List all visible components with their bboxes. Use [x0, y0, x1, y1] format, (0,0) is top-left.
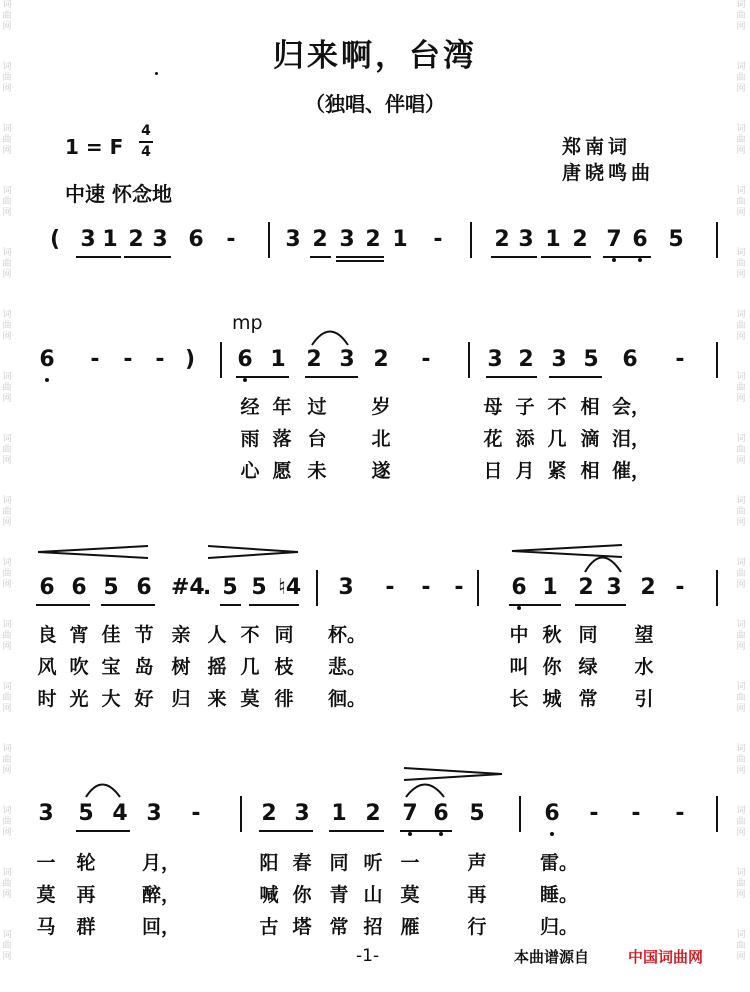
note: 3 — [606, 575, 622, 600]
watermark-glyph: 词 — [2, 682, 12, 692]
note: - — [433, 227, 443, 252]
lyric-syllable: 听 — [363, 852, 383, 874]
watermark-glyph: 网 — [736, 828, 746, 838]
watermark-glyph: 词 — [2, 868, 12, 878]
note: 5 — [103, 575, 119, 600]
note: 1 — [542, 575, 558, 600]
watermark-glyph: 词 — [2, 186, 12, 196]
note: 3 — [551, 347, 567, 372]
lyric-syllable: 莫 — [400, 884, 420, 906]
source-label: 本曲谱源自 — [514, 948, 590, 966]
key-signature: 1 = F — [65, 135, 124, 159]
note: 7 — [402, 801, 418, 826]
watermark-glyph: 曲 — [2, 569, 12, 579]
note: 1 — [331, 801, 347, 826]
slur — [312, 332, 348, 346]
lyric-syllable: 雷。 — [540, 852, 579, 874]
watermark-glyph: 网 — [736, 456, 746, 466]
note: 6 — [632, 227, 648, 252]
watermark-glyph: 曲 — [2, 755, 12, 765]
lyric-syllable: 摇 — [207, 656, 227, 678]
watermark-glyph: 网 — [736, 952, 746, 962]
lyric-syllable: 几 — [547, 428, 567, 450]
lyric-syllable: 母 — [483, 396, 503, 418]
source-site-link[interactable]: 中国词曲网 — [628, 948, 704, 966]
watermark-glyph: 网 — [736, 394, 746, 404]
note: 5 — [222, 575, 238, 600]
watermark-glyph: 网 — [736, 84, 746, 94]
lyric-syllable: 好 — [134, 688, 154, 710]
slur — [585, 558, 621, 573]
lyric-syllable: 归 — [171, 688, 191, 710]
lyric-syllable: 风 — [37, 656, 57, 678]
note: 6 — [511, 575, 527, 600]
watermark-glyph: 词 — [736, 248, 746, 258]
lyric-syllable: 大 — [101, 688, 121, 710]
watermark-glyph: 曲 — [2, 259, 12, 269]
watermark-glyph: 网 — [2, 146, 12, 156]
lyric-syllable: 月 — [515, 460, 535, 482]
watermark-glyph: 曲 — [2, 817, 12, 827]
watermark-glyph: 曲 — [736, 507, 746, 517]
lyric-syllable: 绿 — [578, 656, 598, 678]
note: 2 — [312, 227, 328, 252]
lyricist-credit: 郑南词 — [562, 136, 632, 158]
watermark-glyph: 网 — [2, 270, 12, 280]
note: #4 — [171, 575, 205, 600]
watermark-glyph: 网 — [736, 208, 746, 218]
note: - — [123, 347, 133, 372]
lyric-syllable: 莫 — [36, 884, 56, 906]
watermark-glyph: 网 — [2, 704, 12, 714]
note: - — [589, 801, 599, 826]
lyric-syllable: 良 — [37, 624, 57, 646]
watermark-glyph: 词 — [736, 434, 746, 444]
watermark-glyph: 词 — [736, 62, 746, 72]
note: 5 — [583, 347, 599, 372]
lyric-syllable: 宝 — [101, 656, 121, 678]
note: - — [155, 347, 165, 372]
note: 6 — [136, 575, 152, 600]
watermark-glyph: 网 — [2, 642, 12, 652]
watermark-glyph: 网 — [736, 518, 746, 528]
watermark-glyph: 曲 — [2, 73, 12, 83]
lyric-syllable: 中 — [509, 624, 529, 646]
watermark-glyph: 网 — [2, 208, 12, 218]
lyric-syllable: 心 — [240, 460, 260, 482]
lyric-syllable: 山 — [363, 884, 383, 906]
watermark-glyph: 曲 — [736, 259, 746, 269]
note: 6 — [71, 575, 87, 600]
lyric-syllable: 一 — [36, 852, 56, 874]
watermark-glyph: 网 — [736, 22, 746, 32]
watermark-glyph: 词 — [736, 930, 746, 940]
lyric-syllable: 叫 — [509, 656, 529, 678]
watermark-glyph: 网 — [736, 766, 746, 776]
note: 6 — [39, 575, 55, 600]
lyric-syllable: 添 — [515, 428, 535, 450]
note: 3 — [294, 801, 310, 826]
note: 3 — [80, 227, 96, 252]
watermark-glyph: 词 — [736, 124, 746, 134]
lyric-syllable: 悲。 — [328, 656, 367, 678]
watermark-glyph: 词 — [736, 744, 746, 754]
watermark-glyph: 网 — [2, 518, 12, 528]
lyric-syllable: 秋 — [542, 624, 562, 646]
lyric-syllable: 北 — [371, 428, 391, 450]
note: 3 — [339, 347, 355, 372]
lyric-syllable: 花 — [483, 428, 503, 450]
watermark-glyph: 曲 — [736, 383, 746, 393]
lyric-syllable: 过 — [307, 396, 327, 418]
tempo-marking: 中速 怀念地 — [65, 182, 172, 206]
lyric-syllable: 望 — [634, 624, 654, 646]
watermark-glyph: 网 — [2, 890, 12, 900]
lyric-syllable: 城 — [542, 688, 562, 710]
lyric-syllable: 佳 — [101, 624, 121, 646]
lyric-syllable: 子 — [515, 396, 535, 418]
watermark-glyph: 曲 — [2, 11, 12, 21]
note: 5 — [251, 575, 267, 600]
note: 3 — [487, 347, 503, 372]
watermark-glyph: 词 — [2, 0, 12, 10]
note: 1 — [545, 227, 561, 252]
watermark-glyph: 词 — [736, 0, 746, 10]
watermark-glyph: 曲 — [736, 73, 746, 83]
watermark-glyph: 曲 — [736, 817, 746, 827]
lyric-syllable: 相 — [580, 460, 600, 482]
watermark-glyph: 词 — [736, 620, 746, 630]
note: 2 — [494, 227, 510, 252]
note: 2 — [373, 347, 389, 372]
watermark-glyph: 曲 — [2, 941, 12, 951]
lyric-syllable: 徘 — [274, 688, 294, 710]
watermark-glyph: 词 — [2, 744, 12, 754]
decrescendo-hairpin — [208, 546, 298, 558]
note: . — [202, 575, 212, 600]
lyric-syllable: 回， — [142, 916, 181, 938]
watermark-glyph: 词 — [736, 186, 746, 196]
note: 2 — [365, 801, 381, 826]
lyric-syllable: 长 — [509, 688, 529, 710]
watermark-glyph: 曲 — [736, 693, 746, 703]
lyric-syllable: 引 — [634, 688, 654, 710]
note: 7 — [606, 227, 622, 252]
lyric-syllable: 节 — [134, 624, 154, 646]
lyric-syllable: 你 — [292, 884, 312, 906]
lyric-syllable: 再 — [467, 884, 487, 906]
watermark-glyph: 曲 — [2, 879, 12, 889]
watermark-glyph: 词 — [2, 930, 12, 940]
watermark-glyph: 曲 — [2, 445, 12, 455]
watermark-glyph: 词 — [736, 372, 746, 382]
lyric-syllable: 阳 — [259, 852, 279, 874]
lyric-syllable: 落 — [272, 428, 292, 450]
note: - — [421, 347, 431, 372]
note: - — [90, 347, 100, 372]
lyric-syllable: 杯。 — [328, 624, 367, 646]
lyric-syllable: 群 — [76, 916, 96, 938]
lyric-syllable: 不 — [240, 624, 260, 646]
lyric-syllable: 树 — [171, 656, 191, 678]
lyric-syllable: 愿 — [272, 460, 292, 482]
lyric-syllable: 声 — [467, 852, 487, 874]
watermark-glyph: 曲 — [736, 569, 746, 579]
watermark-glyph: 词 — [736, 558, 746, 568]
note: 3 — [285, 227, 301, 252]
note: 2 — [306, 347, 322, 372]
watermark-glyph: 词 — [736, 310, 746, 320]
watermark-glyph: 曲 — [736, 941, 746, 951]
note: 1 — [270, 347, 286, 372]
lyric-syllable: 紧 — [547, 460, 567, 482]
lyric-syllable: 塔 — [292, 916, 312, 938]
note: 2 — [261, 801, 277, 826]
lyric-syllable: 一 — [400, 852, 420, 874]
lyric-syllable: 常 — [578, 688, 598, 710]
note: - — [191, 801, 201, 826]
note: - — [454, 575, 464, 600]
note: 5 — [469, 801, 485, 826]
lyric-syllable: 时 — [37, 688, 57, 710]
watermark-glyph: 词 — [2, 620, 12, 630]
note: - — [631, 801, 641, 826]
lyric-syllable: 吹 — [69, 656, 89, 678]
lyric-syllable: 会， — [612, 396, 651, 418]
watermark-glyph: 网 — [736, 642, 746, 652]
lyric-syllable: 台 — [307, 428, 327, 450]
song-title: 归来啊，台湾 — [273, 38, 477, 74]
lyric-syllable: 喊 — [259, 884, 279, 906]
watermark-glyph: 词 — [2, 62, 12, 72]
watermark-glyph: 网 — [2, 766, 12, 776]
watermark-glyph: 网 — [2, 84, 12, 94]
lyric-syllable: 同 — [274, 624, 294, 646]
note: 5 — [78, 801, 94, 826]
lyric-syllable: 滴 — [580, 428, 600, 450]
watermark-glyph: 曲 — [2, 507, 12, 517]
watermark-glyph: 网 — [2, 456, 12, 466]
watermark-glyph: 词 — [2, 434, 12, 444]
watermark-glyph: 词 — [736, 682, 746, 692]
lyric-syllable: 宵 — [69, 624, 89, 646]
note: 6 — [544, 801, 560, 826]
lyric-syllable: 岛 — [134, 656, 154, 678]
note: 2 — [640, 575, 656, 600]
lyric-syllable: 年 — [272, 396, 292, 418]
lyric-syllable: 水 — [634, 656, 654, 678]
lyric-syllable: 古 — [259, 916, 279, 938]
note: 3 — [339, 227, 355, 252]
lyric-syllable: 轮 — [76, 852, 96, 874]
watermark-glyph: 曲 — [736, 135, 746, 145]
lyric-syllable: 雁 — [400, 916, 420, 938]
note: 2 — [572, 227, 588, 252]
watermark-glyph: 词 — [2, 310, 12, 320]
watermark-glyph: 词 — [2, 124, 12, 134]
lyric-syllable: 醉， — [142, 884, 181, 906]
note: 3 — [38, 801, 54, 826]
crescendo-hairpin — [512, 545, 622, 557]
watermark-glyph: 词 — [2, 806, 12, 816]
watermark-glyph: 词 — [736, 868, 746, 878]
lyric-syllable: 归。 — [540, 916, 579, 938]
lyric-syllable: 马 — [36, 916, 56, 938]
note: 6 — [237, 347, 253, 372]
lyric-syllable: 不 — [547, 396, 567, 418]
note: 2 — [518, 347, 534, 372]
lyric-syllable: 月， — [142, 852, 181, 874]
lyric-syllable: 日 — [483, 460, 503, 482]
note: - — [675, 801, 685, 826]
watermark-glyph: 网 — [736, 890, 746, 900]
note: 4 — [112, 801, 128, 826]
lyric-syllable: 经 — [240, 396, 260, 418]
watermark-glyph: 曲 — [2, 383, 12, 393]
lyric-syllable: 光 — [69, 688, 89, 710]
note: ( — [49, 227, 61, 252]
lyric-syllable: 同 — [329, 852, 349, 874]
note: 6 — [622, 347, 638, 372]
lyric-syllable: 遂 — [371, 460, 391, 482]
watermark-glyph: 网 — [736, 332, 746, 342]
watermark-glyph: 词 — [2, 372, 12, 382]
lyric-syllable: 未 — [307, 460, 327, 482]
note: 6 — [188, 227, 204, 252]
lyric-syllable: 春 — [292, 852, 312, 874]
slur — [406, 785, 444, 798]
note: ) — [184, 347, 196, 372]
note: 3 — [518, 227, 534, 252]
lyric-syllable: 雨 — [240, 428, 260, 450]
watermark-glyph: 词 — [2, 558, 12, 568]
watermark-glyph: 网 — [2, 952, 12, 962]
watermark-glyph: 曲 — [736, 445, 746, 455]
watermark-glyph: 曲 — [2, 631, 12, 641]
note: 2 — [578, 575, 594, 600]
note: 3 — [152, 227, 168, 252]
note: 6 — [433, 801, 449, 826]
dynamic-marking: mp — [232, 312, 263, 334]
lyric-syllable: 你 — [542, 656, 562, 678]
note: 6 — [39, 347, 55, 372]
watermark-glyph: 词 — [736, 806, 746, 816]
time-signature: 4 4 — [139, 122, 153, 162]
note: 5 — [668, 227, 684, 252]
lyric-syllable: 泪， — [612, 428, 651, 450]
lyric-syllable: 岁 — [371, 396, 391, 418]
watermark-glyph: 网 — [736, 146, 746, 156]
watermark-glyph: 曲 — [736, 197, 746, 207]
crescendo-hairpin — [38, 546, 148, 558]
watermark-glyph: 曲 — [736, 755, 746, 765]
watermark-glyph: 词 — [2, 248, 12, 258]
lyric-syllable: 莫 — [240, 688, 260, 710]
note: 3 — [146, 801, 162, 826]
note: - — [385, 575, 395, 600]
lyric-syllable: 人 — [207, 624, 227, 646]
composer-credit: 唐晓鸣曲 — [562, 162, 655, 184]
lyric-syllable: 再 — [76, 884, 96, 906]
watermark-glyph: 曲 — [736, 11, 746, 21]
watermark-glyph: 网 — [2, 22, 12, 32]
watermark-glyph: 词 — [736, 496, 746, 506]
slur — [86, 785, 120, 798]
watermark-glyph: 网 — [736, 704, 746, 714]
lyric-syllable: 几 — [240, 656, 260, 678]
watermark-glyph: 曲 — [2, 197, 12, 207]
song-subtitle: （独唱、伴唱） — [305, 92, 445, 116]
lyric-syllable: 亲 — [171, 624, 191, 646]
watermark-glyph: 词 — [2, 496, 12, 506]
watermark-glyph: 网 — [736, 580, 746, 590]
lyric-syllable: 相 — [580, 396, 600, 418]
watermark-glyph: 曲 — [736, 631, 746, 641]
lyric-syllable: 青 — [329, 884, 349, 906]
watermark-glyph: 曲 — [2, 135, 12, 145]
watermark-glyph: 网 — [2, 394, 12, 404]
lyric-syllable: 行 — [467, 916, 487, 938]
note: 2 — [365, 227, 381, 252]
watermark-glyph: 曲 — [2, 693, 12, 703]
watermark-glyph: 曲 — [736, 879, 746, 889]
watermark-glyph: 网 — [2, 332, 12, 342]
lyric-syllable: 催， — [612, 460, 651, 482]
watermark-glyph: 网 — [736, 270, 746, 280]
lyric-syllable: 枝 — [274, 656, 294, 678]
lyric-syllable: 同 — [578, 624, 598, 646]
note: 1 — [102, 227, 118, 252]
decrescendo-hairpin — [404, 768, 502, 780]
watermark-glyph: 网 — [2, 828, 12, 838]
page-number: -1- — [356, 946, 380, 966]
note: - — [226, 227, 236, 252]
note: 2 — [128, 227, 144, 252]
watermark-glyph: 曲 — [2, 321, 12, 331]
note: - — [421, 575, 431, 600]
watermark-glyph: 网 — [2, 580, 12, 590]
watermark-glyph: 曲 — [736, 321, 746, 331]
lyric-syllable: 睡。 — [540, 884, 579, 906]
note: ♮4 — [278, 575, 302, 600]
note: - — [675, 347, 685, 372]
lyric-syllable: 招 — [363, 916, 383, 938]
lyric-syllable: 徊。 — [328, 688, 367, 710]
lyric-syllable: 常 — [329, 916, 349, 938]
note: - — [675, 575, 685, 600]
note: 1 — [392, 227, 408, 252]
note: 3 — [338, 575, 354, 600]
lyric-syllable: 来 — [207, 688, 227, 710]
